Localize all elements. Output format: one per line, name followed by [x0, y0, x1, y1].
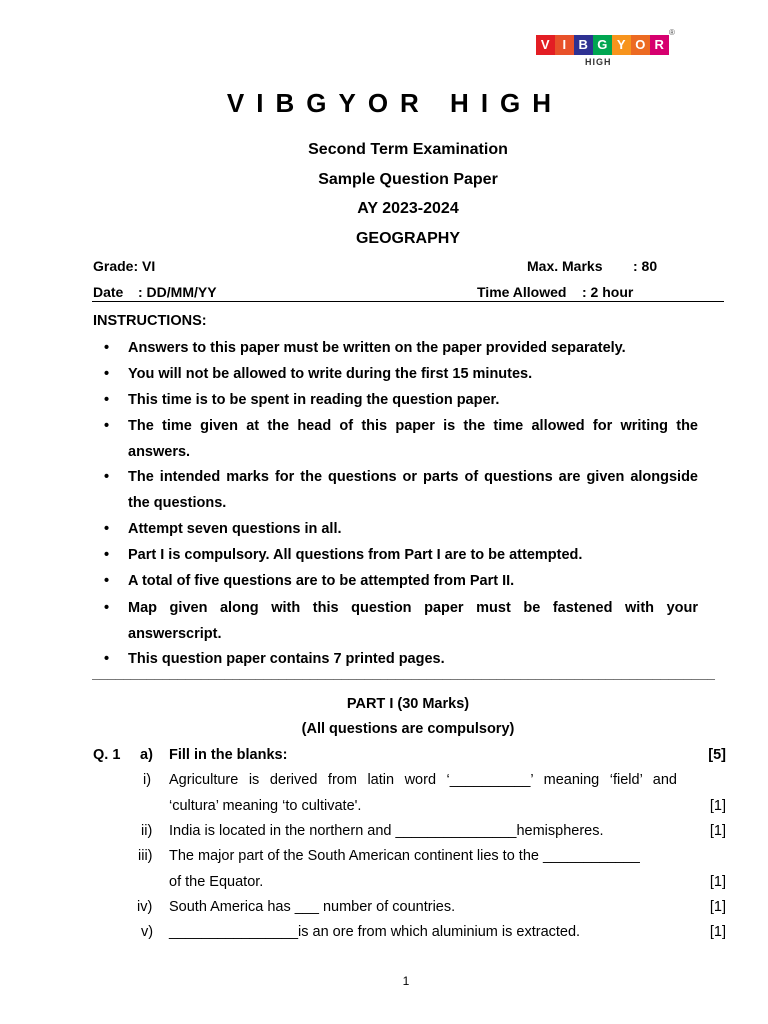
logo-tile-r: R	[650, 35, 669, 55]
instruction-item	[104, 542, 698, 568]
date-label: Date	[93, 284, 124, 300]
instruction-item	[104, 413, 698, 465]
page-number: 1	[402, 974, 410, 988]
bullet-icon: •	[104, 547, 110, 563]
item-text-line2: of the Equator.	[169, 874, 264, 890]
item-text-line1: India is located in the northern and _______________hemispheres.	[169, 823, 604, 839]
instruction-text: The time given at the head of this paper is the time allowed for writing the answers.	[128, 418, 698, 460]
time-allowed-value: : 2 hour	[582, 284, 634, 300]
instruction-item	[104, 464, 698, 516]
max-marks-value: : 80	[633, 258, 658, 274]
instruction-item	[104, 595, 698, 647]
date-value: : DD/MM/YY	[138, 284, 217, 300]
instruction-text: This time is to be spent in reading the question paper.	[128, 392, 500, 408]
item-text-line1: ________________is an ore from which aluminium is extracted.	[169, 924, 581, 940]
item-marks: [1]	[709, 823, 726, 839]
item-number: iii)	[138, 848, 153, 864]
instruction-text: The intended marks for the questions or parts of questions are given alongside the questions.	[128, 469, 698, 511]
bullet-icon: •	[104, 469, 110, 485]
instruction-text: You will not be allowed to write during the first 15 minutes.	[128, 366, 533, 382]
item-number: iv)	[137, 899, 153, 915]
time-allowed-label: Time Allowed	[477, 284, 567, 300]
logo-tile-v: V	[536, 35, 555, 55]
question-number: Q. 1	[93, 747, 121, 763]
logo-tile-g: G	[593, 35, 612, 55]
instruction-text: A total of five questions are to be attempted from Part II.	[128, 573, 515, 589]
instruction-text: Map given along with this question paper must be fastened with your answerscript.	[128, 600, 698, 642]
logo-tile-y: Y	[612, 35, 631, 55]
item-marks: [1]	[709, 798, 726, 814]
bullet-icon: •	[104, 392, 110, 408]
instruction-item	[104, 335, 698, 361]
logo-subtitle: HIGH	[585, 57, 612, 67]
item-marks: [1]	[709, 899, 726, 915]
logo-tile-o: O	[631, 35, 650, 55]
instruction-text: Part I is compulsory. All questions from Part I are to be attempted.	[128, 547, 583, 563]
max-marks-label: Max. Marks	[527, 258, 603, 274]
exam-title: Second Term Examination	[308, 141, 508, 158]
logo-registered-mark: ®	[669, 28, 675, 37]
instruction-text: This question paper contains 7 printed pages.	[128, 651, 445, 667]
bullet-icon: •	[104, 521, 110, 537]
instruction-text: Answers to this paper must be written on the paper provided separately.	[128, 340, 626, 356]
bullet-icon: •	[104, 366, 110, 382]
subquestion-title: Fill in the blanks:	[169, 747, 288, 763]
instructions-title: INSTRUCTIONS:	[93, 313, 207, 329]
paper-title: Sample Question Paper	[318, 171, 498, 188]
instruction-item	[104, 568, 698, 594]
bullet-icon: •	[104, 418, 110, 434]
subquestion-marks: [5]	[708, 747, 726, 763]
header-rule	[92, 301, 724, 302]
item-number: v)	[141, 924, 154, 940]
instruction-item	[104, 516, 698, 542]
part1-subtitle: (All questions are compulsory)	[301, 721, 515, 737]
item-marks: [1]	[709, 874, 726, 890]
item-text-line1: Agriculture is derived from latin word ‘__________’ meaning ‘field’ and	[169, 772, 677, 788]
subject-title: GEOGRAPHY	[355, 230, 460, 247]
academic-year: AY 2023-2024	[357, 200, 459, 217]
vibgyor-logo	[536, 35, 669, 55]
item-text-line2: ‘cultura’ meaning ‘to cultivate'.	[169, 798, 362, 814]
bullet-icon: •	[104, 651, 110, 667]
instruction-item	[104, 387, 698, 413]
instruction-item	[104, 361, 698, 387]
part1-title: PART I (30 Marks)	[346, 696, 470, 712]
bullet-icon: •	[104, 573, 110, 589]
item-marks: [1]	[709, 924, 726, 940]
bullet-icon: •	[104, 340, 110, 356]
item-text-line1: South America has ___ number of countries.	[169, 899, 456, 915]
separator-line: ________________________________________________________________________________	[92, 665, 715, 681]
bullet-icon: •	[104, 600, 110, 616]
item-number: i)	[143, 772, 152, 788]
logo-tile-i: I	[555, 35, 574, 55]
item-text-line1: The major part of the South American continent lies to the ____________	[169, 848, 640, 864]
subquestion-label: a)	[140, 747, 153, 763]
school-name: VIBGYOR HIGH	[226, 88, 564, 118]
grade-label: Grade: VI	[93, 258, 156, 274]
logo-tile-b: B	[574, 35, 593, 55]
item-number: ii)	[141, 823, 153, 839]
instruction-text: Attempt seven questions in all.	[128, 521, 342, 537]
